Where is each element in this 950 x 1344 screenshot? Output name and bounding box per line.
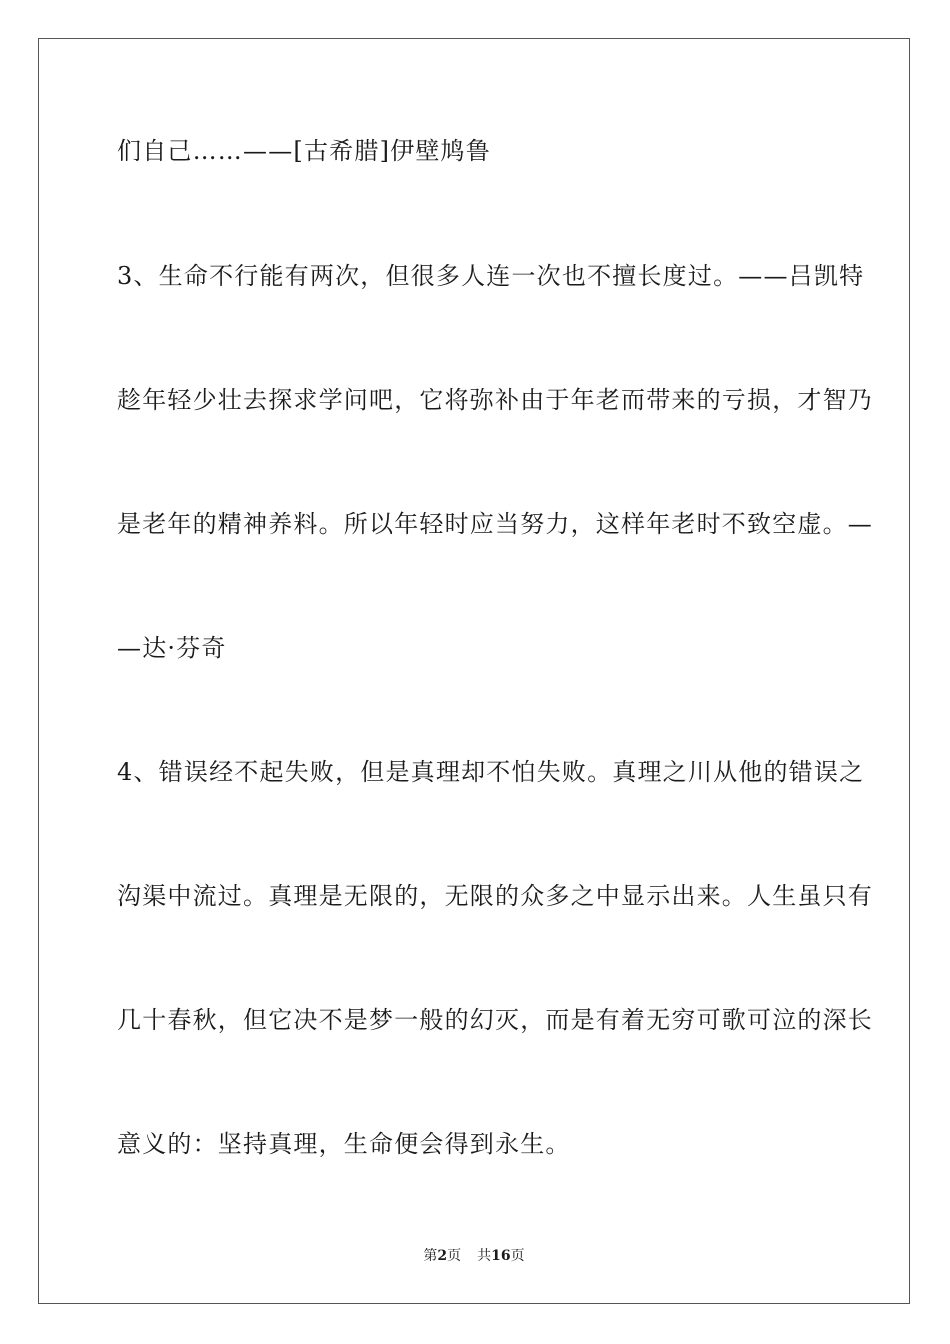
page-footer — [39, 1247, 909, 1265]
text-line-7: 沟渠中流过。真理是无限的，无限的众多之中显示出来。人生虽只有 — [117, 882, 873, 910]
text-line-9: 意义的：坚持真理，生命便会得到永生。 — [117, 1130, 571, 1158]
current-page-number: 2 — [437, 1248, 448, 1264]
text-line-8: 几十春秋，但它决不是梦一般的幻灭，而是有着无穷可歌可泣的深长 — [117, 1006, 873, 1034]
text-line-3: 趁年轻少壮去探求学问吧，它将弥补由于年老而带来的亏损，才智乃 — [117, 386, 873, 414]
text-line-5: —达·芬奇 — [117, 634, 227, 662]
total-pages-number: 16 — [491, 1248, 511, 1264]
text-line-1: 们自己……——[古希腊]伊壁鸠鲁 — [117, 137, 491, 165]
text-line-6: 4、错误经不起失败，但是真理却不怕失败。真理之川从他的错误之 — [117, 758, 865, 786]
total-prefix: 共 — [477, 1248, 492, 1264]
text-line-2: 3、生命不行能有两次，但很多人连一次也不擅长度过。——吕凯特 — [117, 262, 865, 290]
document-page — [38, 38, 910, 1304]
page-prefix: 第 — [423, 1248, 438, 1264]
total-suffix: 页 — [510, 1248, 525, 1264]
text-line-4: 是老年的精神养料。所以年轻时应当努力，这样年老时不致空虚。— — [117, 510, 873, 538]
page-suffix: 页 — [447, 1248, 462, 1264]
